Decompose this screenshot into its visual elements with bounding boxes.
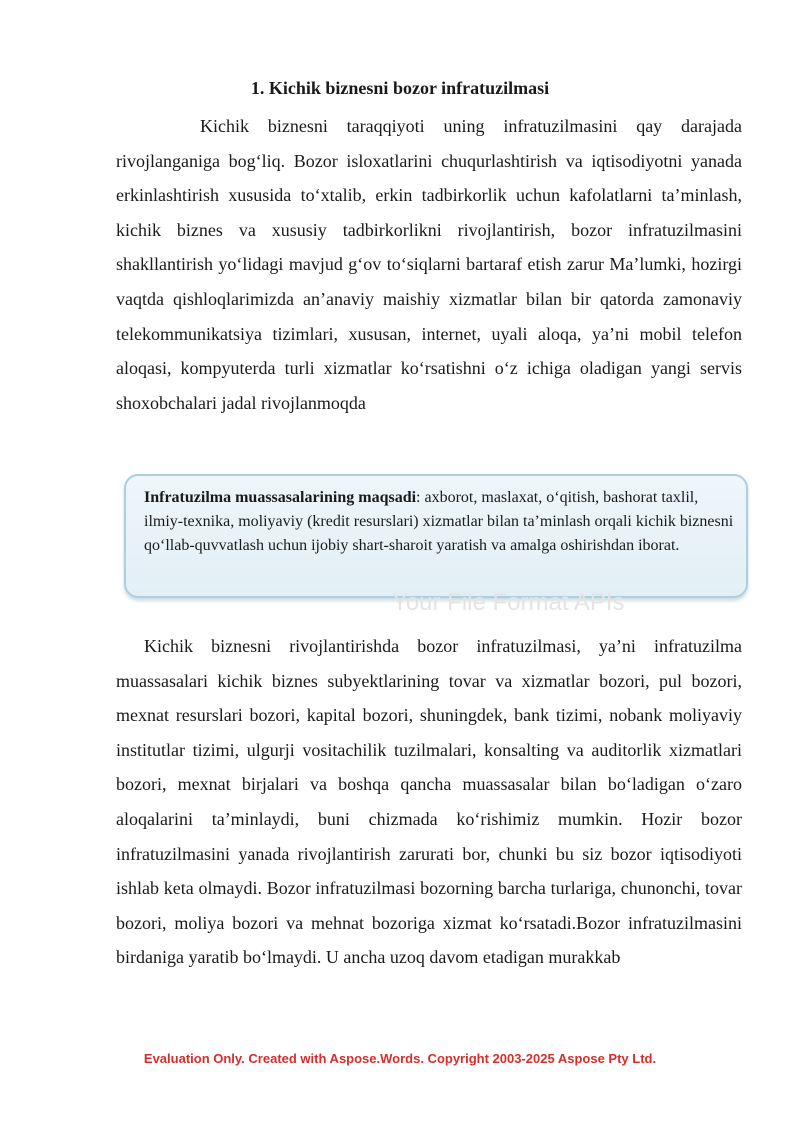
section-heading: 1. Kichik biznesni bozor infratuzilmasi: [250, 78, 550, 98]
info-box-text: : axborot, maslaxat, o‘qitish, bashorat taxlil, ilmiy-texnika, moliyaviy (kredit resurslari) xizmatlar bilan ta’minlash orqali kichik biznesni qo‘llab-quvvatlash uchun ijobiy shart-sharoit yaratish va amalga oshirishdan iborat.: [144, 489, 734, 554]
evaluation-footer: Evaluation Only. Created with Aspose.Words. Copyright 2003-2025 Aspose Pty Ltd.: [143, 1051, 657, 1066]
watermark-text: Your File Format APIs: [392, 589, 625, 616]
paragraph-body: Kichik biznesni rivojlantirishda bozor infratuzilmasi, ya’ni infratuzilma muassasalari kichik biznes subyektlarining tovar va xizmatlar bozori, pul bozori, mexnat resurslari bozori, kapital bozori, shuningdek, bank tizimi, nobank moliyaviy institutlar tizimi, ulgurji vositachilik tuzilmalari, konsalting va auditorlik xizmatlari bozori, mexnat birjalari va boshqa qancha muassasalar bilan bo‘ladigan o‘zaro aloqalarini ta’minlaydi, buni chizmada ko‘rishimiz mumkin. Hozir bozor infratuzilmasini yanada rivojlantirish zarurati bor, chunki bu siz bozor iqtisodiyoti ishlab keta olmaydi. Bozor infratuzilmasi bozorning barcha turlariga, chunonchi, tovar bozori, moliya bozori va mehnat bozoriga xizmat ko‘rsatadi.Bozor infratuzilmasini birdaniga yaratib bo‘lmaydi. U ancha uzoq davom etadigan murakkab: [116, 636, 742, 968]
paragraph-intro: Kichik biznesni taraqqiyoti uning infratuzilmasini qay darajada rivojlanganiga bog‘liq. Bozor isloxatlarini chuqurlashtirish va iqtisodiyotni yanada erkinlashtirish xususida to‘xtalib, erkin tadbirkorlik uchun kafolatlarni ta’minlash, kichik biznes va xususiy tadbirkorlikni rivojlantirish, bozor infratuzilmasini shakllantirish yo‘lidagi mavjud g‘ov to‘siqlarni bartaraf etish zarur Ma’lumki, hozirgi vaqtda qishloqlarimizda an’anaviy maishiy xizmatlar bilan bir qatorda zamonaviy telekommunikatsiya tizimlari, xususan, internet, uyali aloqa, ya’ni mobil telefon aloqasi, kompyuterda turli xizmatlar ko‘rsatishni o‘z ichiga oladigan yangi servis shoxobchalari jadal rivojlanmoqda: [116, 116, 742, 413]
info-box-label: Infratuzilma muassasalarining maqsadi: [144, 489, 417, 506]
info-callout-box: [124, 474, 748, 598]
